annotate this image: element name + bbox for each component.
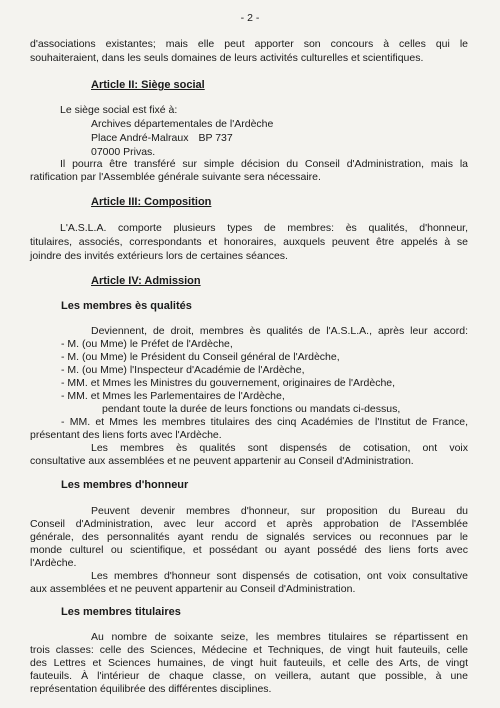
article-2-heading: Article II: Siège social	[91, 79, 205, 91]
text-line: Conseil d'Administration, avec leur accord et après approbation de l'Assemblée	[30, 518, 468, 530]
text-line: des Lettres et Sciences humaines, de vingt huit fauteuils, et celle des Arts, de vingt	[30, 657, 468, 669]
text-line: Les membres ès qualités sont dispensés de cotisation, ont voix	[91, 442, 468, 454]
article-4-heading: Article IV: Admission	[91, 275, 201, 287]
article-3-heading: Article III: Composition	[91, 196, 212, 208]
section-heading-titulaires: Les membres titulaires	[61, 606, 181, 618]
list-item: - M. (ou Mme) l'Inspecteur d'Académie de l'Ardèche,	[61, 364, 305, 376]
address-line: Place André-Malraux BP 737	[91, 132, 233, 144]
text-line: aux assemblées et ne peuvent appartenir au Conseil d'Administration.	[30, 583, 356, 595]
text-line: générale, des personnalités ayant rendu de signalés services ou reconnues par le	[30, 531, 468, 543]
text-line: représentation équilibrée des différentes disciplines.	[30, 683, 272, 695]
section-heading-qualites: Les membres ès qualités	[61, 300, 192, 312]
text-line: monde culturel ou scientifique, et possédant ou ayant possédé des liens forts avec	[30, 544, 468, 556]
list-item: - M. (ou Mme) le Président du Conseil général de l'Ardèche,	[61, 351, 340, 363]
text-line: titulaires, associés, correspondants et honoraires, auxquels peuvent être appelés à se	[30, 236, 468, 248]
list-item: - M. (ou Mme) le Préfet de l'Ardèche,	[61, 338, 233, 350]
page-number: - 2 -	[240, 12, 260, 24]
text-line: fauteuils. À l'intérieur de chaque classe, on veillera, autant que possible, à une	[30, 670, 468, 682]
text-line: l'Ardèche.	[30, 557, 77, 569]
list-item: - MM. et Mmes les Ministres du gouvernement, originaires de l'Ardèche,	[61, 377, 396, 389]
text-line: pendant toute la durée de leurs fonctions ou mandats ci-dessus,	[102, 403, 401, 415]
section-heading-honneur: Les membres d'honneur	[61, 479, 189, 491]
text-line: Deviennent, de droit, membres ès qualités de l'A.S.L.A., après leur accord:	[91, 325, 468, 337]
text-line: consultative aux assemblées et ne peuvent appartenir au Conseil d'Administration.	[30, 455, 414, 467]
text-line: Le siège social est fixé à:	[60, 104, 178, 116]
text-line: L'A.S.L.A. comporte plusieurs types de membres: ès qualités, d'honneur,	[60, 222, 468, 234]
intro-line: souhaiteraient, dans les seuls domaines de leurs activités culturelles et scientifiques.	[30, 52, 424, 64]
text-line: présentant des liens forts avec l'Ardèche.	[30, 429, 222, 441]
text-line: trois classes: celle des Sciences, Médecine et Techniques, de vingt huit fauteuils, celle	[30, 644, 468, 656]
text-line: Peuvent devenir membres d'honneur, sur proposition du Bureau du	[91, 505, 468, 517]
list-item: - MM. et Mmes les membres titulaires des cinq Académies de l'Institut de France,	[61, 416, 468, 428]
text-line: Il pourra être transféré sur simple décision du Conseil d'Administration, mais la	[60, 158, 468, 170]
list-item: - MM. et Mmes les Parlementaires de l'Ardèche,	[61, 390, 285, 402]
bp-number: BP 737	[198, 132, 233, 144]
text-line: joindre des invités extérieurs lors de certaines séances.	[30, 250, 288, 262]
text-line: ratification par l'Assemblée générale suivante sera nécessaire.	[30, 171, 321, 183]
text-line: Les membres d'honneur sont dispensés de cotisation, ont voix consultative	[91, 570, 468, 582]
address-line: 07000 Privas.	[91, 146, 156, 158]
text-line: Au nombre de soixante seize, les membres titulaires se répartissent en	[91, 631, 468, 643]
intro-line: d'associations existantes; mais elle peut apporter son concours à celles qui le	[30, 38, 468, 50]
address-line: Archives départementales de l'Ardèche	[91, 118, 274, 130]
